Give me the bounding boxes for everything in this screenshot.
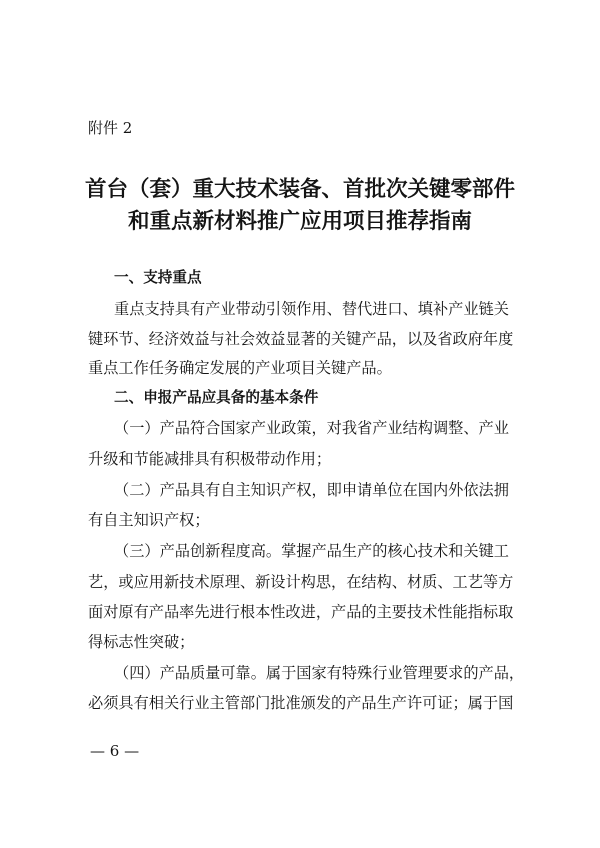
condition-3-line: 艺，或应用新技术原理、新设计构思，在结构、材质、工艺等方: [88, 573, 514, 591]
condition-2-line: （二）产品具有自主知识产权，即申请单位在国内外依法拥: [114, 481, 509, 499]
attachment-label: 附件 2: [88, 119, 133, 137]
condition-1-line: （一）产品符合国家产业政策，对我省产业结构调整、产业: [114, 419, 509, 437]
condition-3-line: （三）产品创新程度高。掌握产品生产的核心技术和关键工: [114, 542, 509, 560]
condition-2-line: 有自主知识产权；: [88, 511, 210, 529]
condition-4-line: 必须具有相关行业主管部门批准颁发的产品生产许可证；属于国: [88, 694, 514, 712]
condition-3-line: 面对原有产品率先进行根本性改进，产品的主要技术性能指标取: [88, 603, 514, 621]
section-1-heading: 一、支持重点: [114, 269, 202, 286]
condition-1-line: 升级和节能减排具有积极带动作用；: [88, 450, 331, 468]
section-2-heading: 二、申报产品应具备的基本条件: [114, 389, 319, 406]
condition-4-line: （四）产品质量可靠。属于国家有特殊行业管理要求的产品，: [114, 664, 525, 682]
page-number-text: — 6 —: [90, 742, 140, 760]
section-1-paragraph-line: 重点工作任务确定发展的产业项目关键产品。: [88, 359, 392, 377]
title-line-1: 首台（套）重大技术装备、首批次关键零部件: [84, 177, 515, 202]
section-1-paragraph-line: 重点支持具有产业带动引领作用、替代进口、填补产业链关: [114, 300, 509, 318]
title-line-2: 和重点新材料推广应用项目推荐指南: [127, 209, 472, 234]
section-1-paragraph-line: 键环节、经济效益与社会效益显著的关键产品，以及省政府年度: [88, 330, 514, 348]
condition-3-line: 得标志性突破；: [88, 633, 195, 651]
